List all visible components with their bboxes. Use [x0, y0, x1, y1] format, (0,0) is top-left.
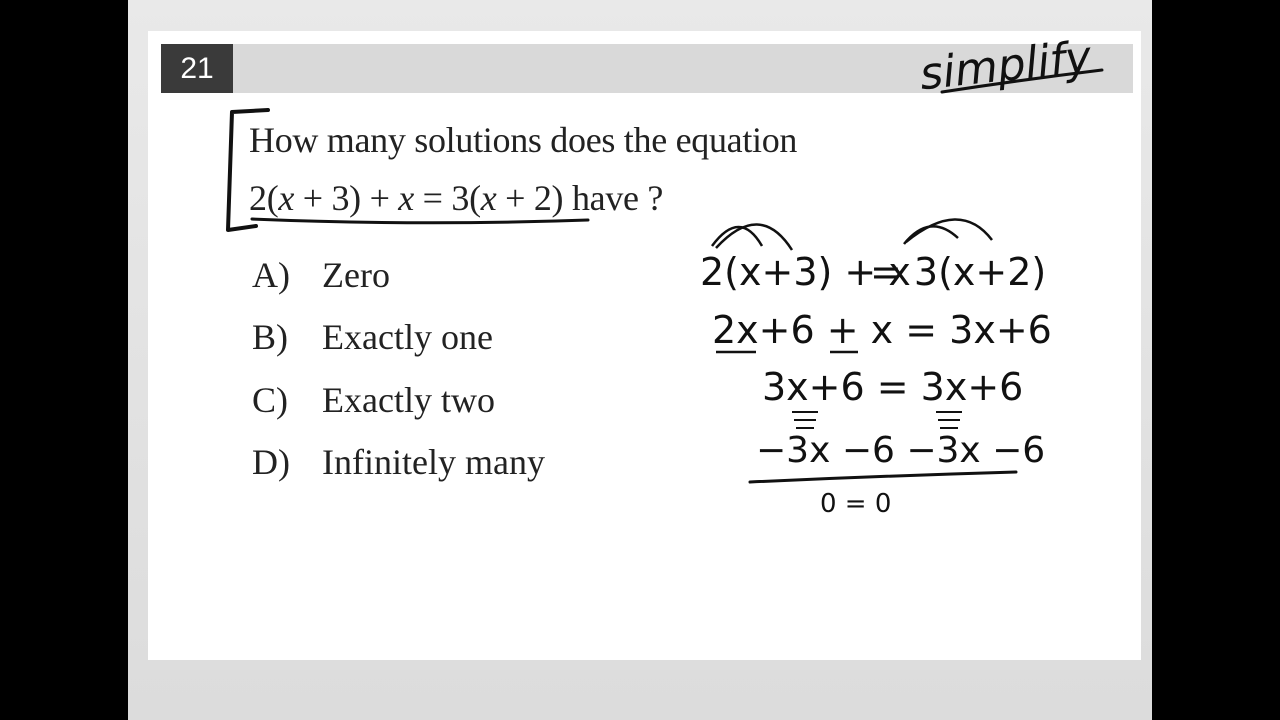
- equation-part: 2(: [249, 178, 279, 218]
- work-result: 0 = 0: [820, 489, 892, 519]
- choice-letter: A): [252, 255, 290, 295]
- choice-c[interactable]: [252, 379, 495, 425]
- question-number: 21: [161, 44, 233, 93]
- work-step-1-right: = 3(x+2): [870, 250, 1047, 294]
- choice-b[interactable]: [252, 316, 493, 362]
- choice-d[interactable]: [252, 441, 545, 487]
- work-step-4: −3x −6 −3x −6: [756, 430, 1046, 471]
- choice-letter: C): [252, 380, 288, 420]
- question-text-line1: How many solutions does the equation: [249, 120, 798, 160]
- question-suffix: have ?: [563, 178, 664, 218]
- equation-part: = 3(: [413, 178, 481, 218]
- work-step-2: 2x+6 + x = 3x+6: [712, 308, 1052, 352]
- question-equation-line: [249, 177, 663, 219]
- equation-part: + 3) +: [294, 178, 399, 218]
- equation-variable: x: [398, 178, 414, 218]
- equation-variable: x: [278, 178, 295, 218]
- choice-letter: D): [252, 442, 290, 482]
- work-step-3: 3x+6 = 3x+6: [762, 365, 1024, 409]
- simplify-note: simplify: [917, 31, 1094, 101]
- choice-letter: B): [252, 317, 288, 357]
- choice-a[interactable]: [252, 254, 390, 300]
- choice-text: Exactly one: [322, 317, 493, 357]
- equation-variable: x: [480, 178, 497, 218]
- choice-text: Exactly two: [322, 380, 495, 420]
- work-step-1-left: 2(x+3) + x: [700, 250, 911, 294]
- equation-part: + 2): [496, 178, 564, 218]
- choice-text: Zero: [322, 255, 390, 295]
- question-banner: [161, 44, 1133, 93]
- choice-text: Infinitely many: [322, 442, 545, 482]
